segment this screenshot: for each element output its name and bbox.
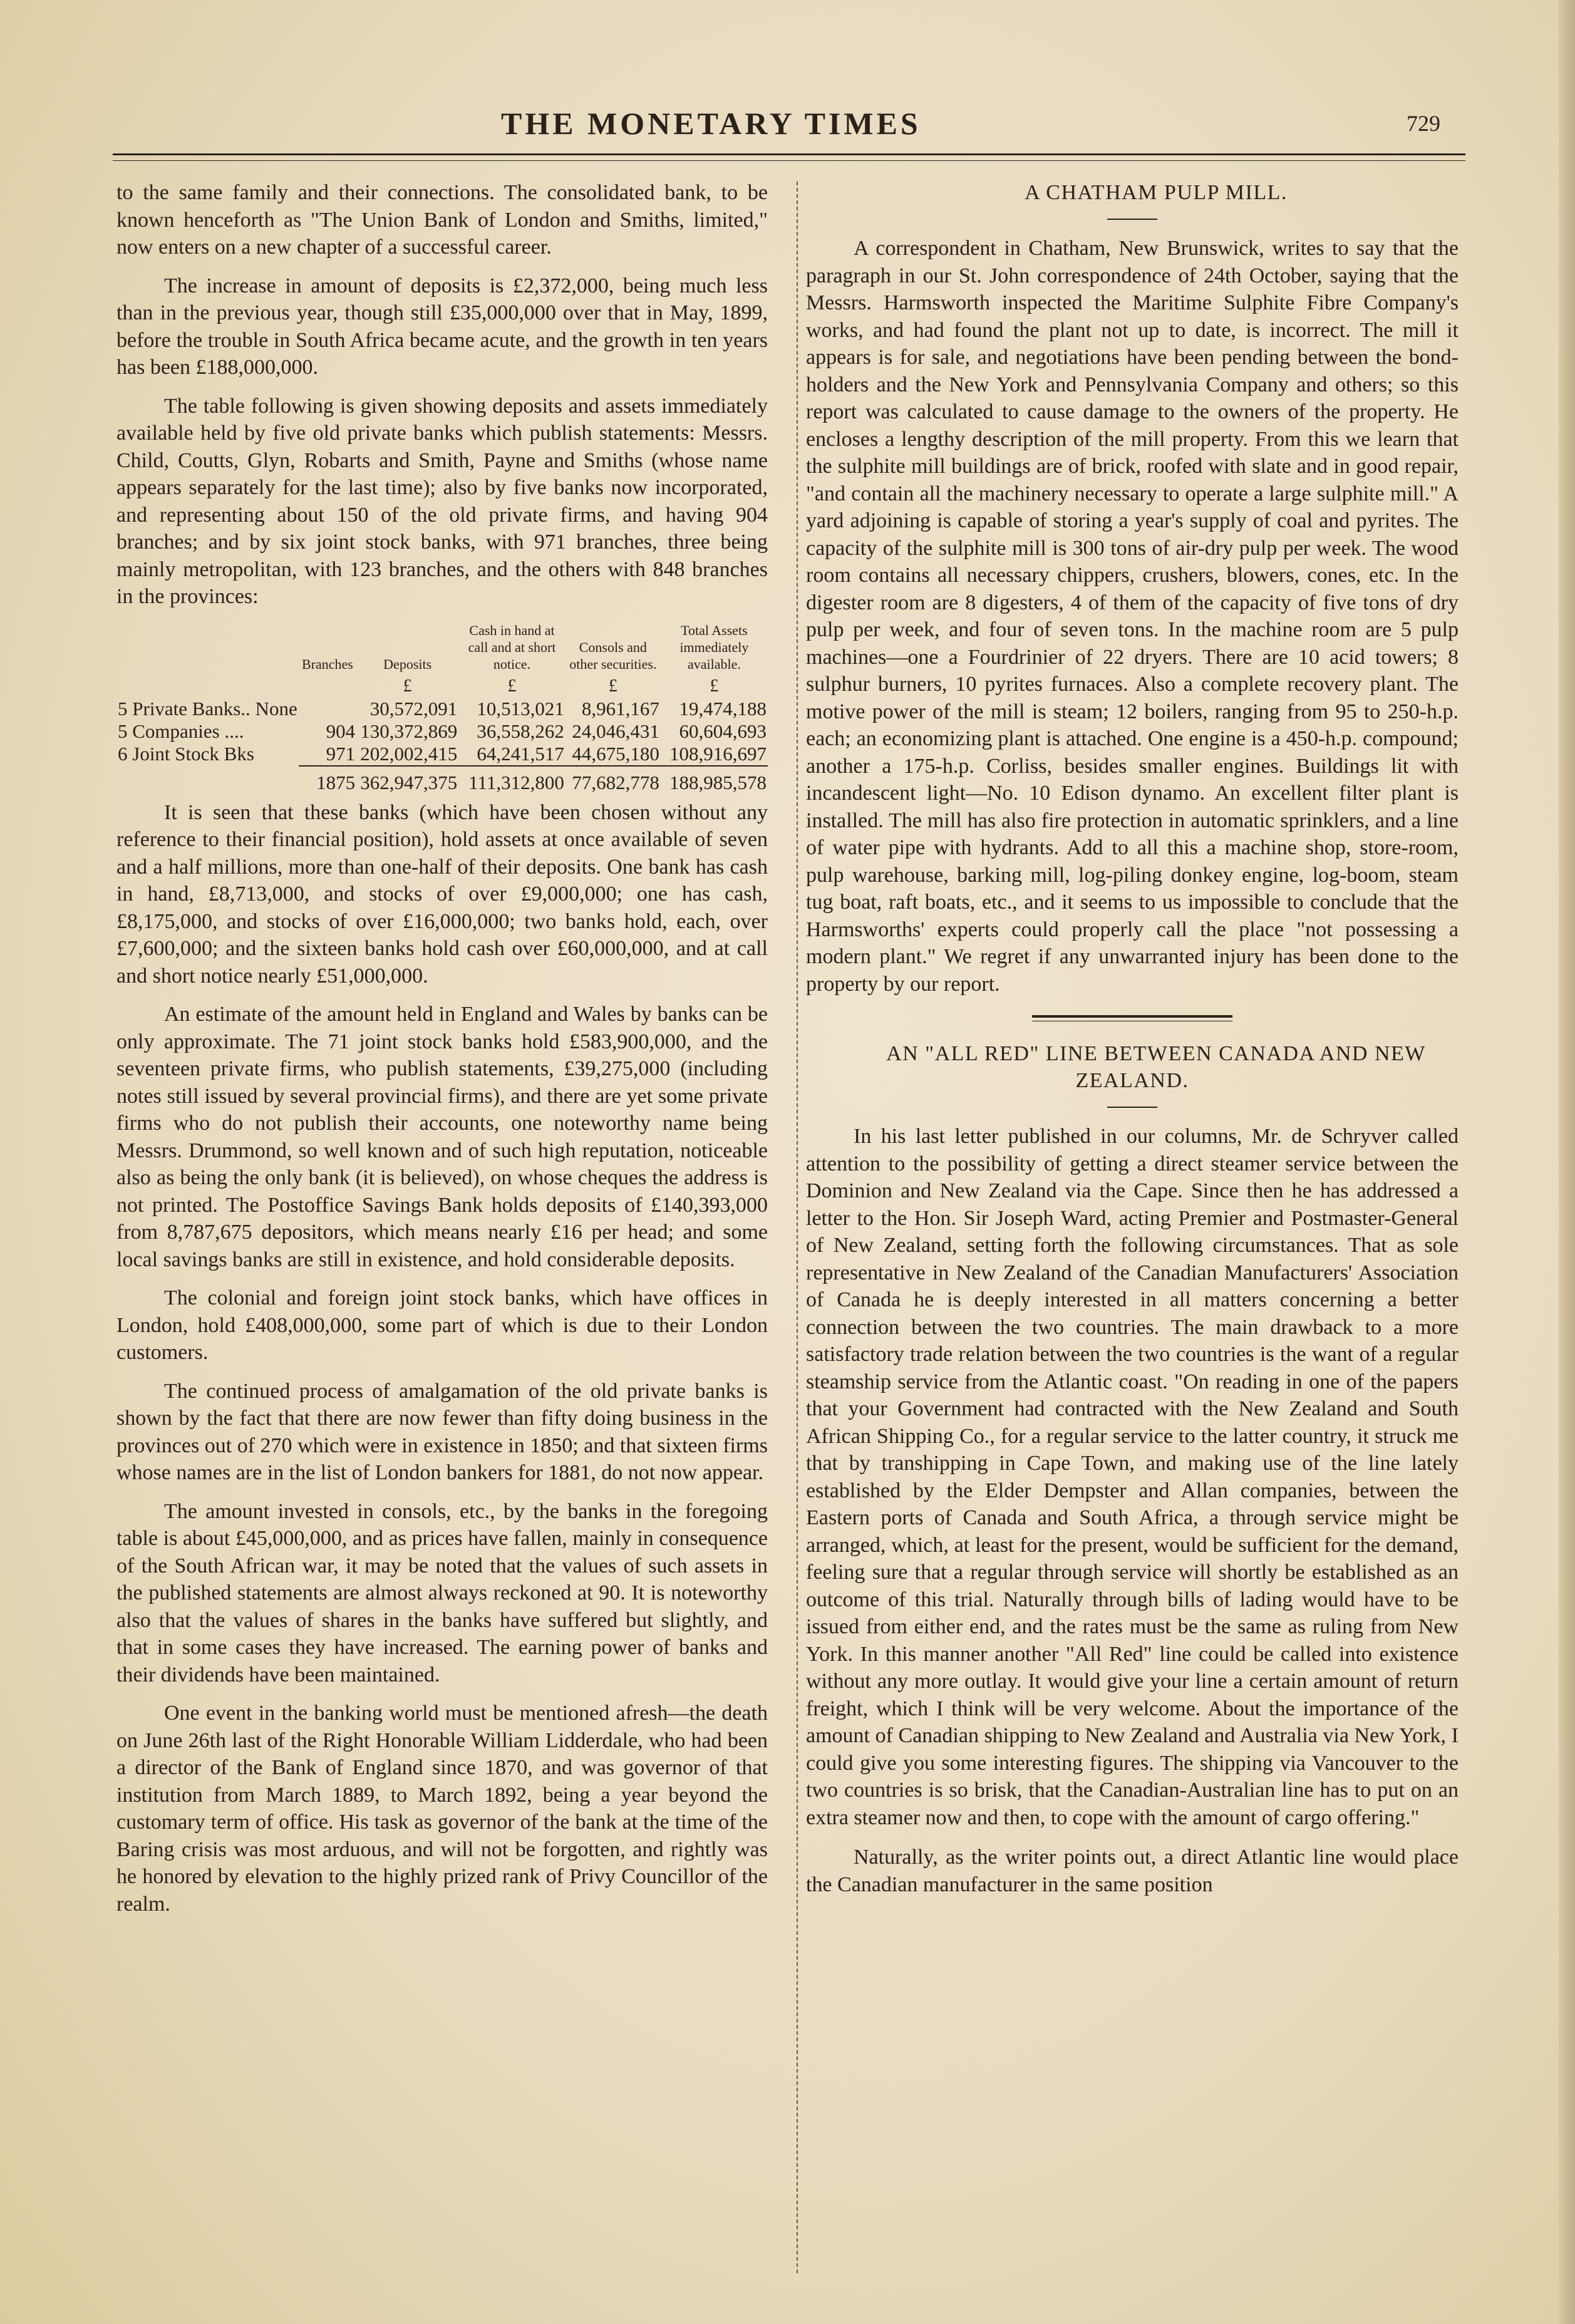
paragraph: One event in the banking world must be mentioned afresh—the death on June 26th last of the Right Honorable William Lidderdale, who had been a director of the Bank of England since 1870, and was governor of that institution from March 1889, to March 1892, being a year beyond the customary term of office. His task as governor of the bank at the time of the Baring crisis was most arduous, and will not be forgotten, and rightly was he honored by elevation to the highly prized rank of Privy Councillor of the realm. xyxy=(116,1702,768,1916)
table-header: Branches xyxy=(302,656,353,672)
table-units-row xyxy=(116,675,768,698)
table-cell: 64,241,517 xyxy=(477,742,564,765)
table-cell: 77,682,778 xyxy=(565,766,661,794)
table-cell: 30,572,091 xyxy=(369,697,458,720)
page-number: 729 xyxy=(1407,111,1440,136)
paragraph: Naturally, as the writer points out, a direct Atlantic line would place the Canadian manufacturer in the same position xyxy=(806,1846,1459,1896)
table-cell xyxy=(299,698,356,720)
paragraph: In his last letter published in our columns, Mr. de Schryver called attention to the possibility of getting a direct steamer service between the Dominion and New Zealand via the Cape. Since then he has addressed a letter to the Hon. Sir Joseph Ward, acting Premier and Postmaster-General of New Zealand, setting forth the following circumstances. That as sole representative in New Zealand of the Canadian Manufacturers' Association of Canada he is deeply interested in all matters concerning a better connection between the two countries. The main drawback to a more satisfactory trade relation between the two countries is the want of a regular steamship service from the Atlantic coast. "On reading in one of the papers that your Government had contracted with the New Zealand and South African Shipping Co., for a regular service to the latter country, it struck me that by transhipping in Cape Town, and making use of the line lately established by the Elder Dempster and Allan companies, between the Eastern ports of Canada and South Africa, a through service might be arranged, which, at least for the present, would be sufficient for the demand, feeling sure that a regular through service will shortly be established as an outcome of this trial. Naturally through bills of lading would have to be issued from either end, and the rates must be the same as ruling from New York. In this manner another "All Red" line could be called into existence without any more outlay. It would give your line a certain amount of return freight, which I think will be very welcome. About the importance of the amount of Canadian shipping to New Zealand and Australia via New York, I could give you some interesting figures. The shipping via Vancouver to the two countries is so brisk, that the Canadian-Australian line has to put on an extra steamer now and then, to cope with the amount of cargo offering." xyxy=(806,1125,1459,1829)
table-cell: 6 Joint Stock Bks xyxy=(118,743,254,765)
table-cell: 5 Companies .... xyxy=(118,720,244,742)
bank-deposits-table xyxy=(116,622,768,794)
right-column xyxy=(806,179,1459,1911)
table-header-row xyxy=(116,622,768,675)
table-cell: 904 xyxy=(326,720,356,742)
table-header xyxy=(116,622,299,675)
table-header: Cash in hand at call and at short notice. xyxy=(468,622,556,672)
table-cell: 971 xyxy=(326,742,356,765)
table-cell: 10,513,021 xyxy=(477,697,564,720)
table-cell: 1875 xyxy=(299,766,356,794)
page-edge xyxy=(1559,0,1575,2324)
table-cell: 362,947,375 xyxy=(356,766,458,794)
table-cell xyxy=(116,675,299,698)
table-cell: £ xyxy=(608,676,617,696)
left-column xyxy=(116,179,768,1929)
paragraph: The continued process of amalgamation of the old private banks is shown by the fact that there are now fewer than fifty doing business in the provinces out of 270 which were in existence in 1850; and that sixteen firms whose names are in the list of London bankers for 1881, do not now appear. xyxy=(116,1379,768,1484)
table-cell: £ xyxy=(710,676,719,696)
table-cell xyxy=(116,766,299,794)
table-row xyxy=(116,698,768,720)
paragraph: The colonial and foreign joint stock banks, which have offices in London, hold £408,000,000, some part of which is due to their London customers. xyxy=(116,1286,768,1364)
paragraph: A correspondent in Chatham, New Brunswick, writes to say that the paragraph in our St. John correspondence of 24th October, saying that the Messrs. Harmsworth inspected the Maritime Sulphite Fibre Company's works, and had found the plant not up to date, is incorrect. The mill it appears is for sale, and negotiations have been pending between the bond-holders and the New York and Pennsylvania Company and others; so this report was calculated to cause damage to the owners of the property. He encloses a lengthy description of the mill property. From this we learn that the sulphite mill buildings are of brick, roofed with slate and in good repair, "and contain all the machinery necessary to operate a large sulphite mill." A yard adjoining is capable of storing a year's supply of coal and pyrites. The capacity of the sulphite mill is 300 tons of air-dry pulp per week. The wood room contains all necessary chippers, crushers, blowers, cones, etc. In the digester room are 8 digesters, 4 of them of the capacity of five tons of dry pulp per week, and four of seven tons. In the machine room are 5 pulp machines—one a Fourdrinier of 22 dryers. There are 10 acid towers; 8 sulphur burners, 10 pyrites furnaces. Also a complete recovery plant. The motive power of the mill is steam; 12 boilers, ranging from 95 to 250-h.p. each; an economizing plant is attached. One engine is a 450-h.p. compound; another a 175-h.p. Corliss, besides smaller engines. Buildings lit with incandescent light—No. 10 Edison dynamo. An excellent filter plant is installed. The mill has also fire protection in automatic sprinklers, and a line of water pipe with hydrants. Add to all this a machine shop, store-room, pulp warehouse, barking mill, log-piling donkey engine, log-boom, steam tug boat, raft boats, etc., and it seems to us impossible to conclude that the Harmsworths' experts could properly call the place "not possessing a modern plant." We regret if any unwarranted injury has been done to the property by our report. xyxy=(806,237,1459,996)
table-cell: 8,961,167 xyxy=(581,697,659,720)
table-cell: 60,604,693 xyxy=(679,720,767,742)
headline-rule xyxy=(1107,1107,1157,1108)
table-cell: 130,372,869 xyxy=(360,720,458,742)
table-row xyxy=(116,720,768,743)
table-cell: 111,312,800 xyxy=(458,766,565,794)
table-cell: 5 Private Banks.. None xyxy=(118,697,297,720)
table-cell: 108,916,697 xyxy=(669,742,767,765)
table-header: Deposits xyxy=(383,656,432,672)
section-separator xyxy=(1032,1015,1232,1021)
table-cell: 202,002,415 xyxy=(360,742,458,765)
table-cell: 24,046,431 xyxy=(572,720,659,742)
paragraph: The increase in amount of deposits is £2,372,000, being much less than in the previous year, though still £35,000,000 over that in May, 1899, before the trouble in South Africa became acute, and the growth in ten years has been £188,000,000. xyxy=(116,274,768,379)
header-rule-thin xyxy=(113,160,1465,161)
table-cell: 36,558,262 xyxy=(477,720,564,742)
article-headline: AN "ALL RED" LINE BETWEEN CANADA AND NEW ZEALAND. xyxy=(886,1042,1426,1092)
table-cell xyxy=(299,675,356,698)
headline-rule xyxy=(1107,219,1157,220)
masthead xyxy=(113,105,1465,143)
table-cell: £ xyxy=(403,676,412,696)
paragraph: An estimate of the amount held in England and Wales by banks can be only approximate. The 71 joint stock banks hold £583,900,000, and the seventeen private firms, who publish statements, £39,275,000 (including notes still issued by several provincial firms), and there are yet some private firms who do not publish their accounts, one noteworthy name being Messrs. Drummond, so well known and of such high reputation, noticeable also as being the only bank (it is believed), on whose cheques the address is not printed. The Postoffice Savings Bank holds deposits of £140,393,000 from 8,787,675 depositors, which means nearly £16 per head; and some local savings banks are still in existence, and hold considerable deposits. xyxy=(116,1003,768,1271)
table-total-row xyxy=(116,766,768,794)
article-headline: A CHATHAM PULP MILL. xyxy=(1025,181,1288,204)
table-cell: £ xyxy=(507,676,517,696)
table-cell: 44,675,180 xyxy=(572,742,659,765)
table-cell: 19,474,188 xyxy=(679,697,767,720)
masthead-title: THE MONETARY TIMES xyxy=(501,106,921,141)
table-header: Total Assets immediately available. xyxy=(679,622,749,672)
table-header: Consols and other securities. xyxy=(569,639,657,672)
header-rule xyxy=(113,153,1465,155)
column-divider xyxy=(797,182,798,2273)
paragraph: The table following is given showing deposits and assets immediately available held by five old private banks which publish statements: Messrs. Child, Coutts, Glyn, Robarts and Smith, Payne and Smiths (whose name appears separately for the last time); also by five banks now incorporated, and representing about 150 of the old private firms, and having 904 branches; and by six joint stock banks, with 971 branches, three being mainly metropolitan, with 123 branches, and the others with 848 branches in the provinces: xyxy=(116,394,768,608)
paragraph: It is seen that these banks (which have been chosen without any reference to their financial position), hold assets at once available of seven and a half millions, more than one-half of their deposits. One bank has cash in hand, £8,713,000, and stocks of over £9,000,000; one has cash, £8,175,000, and stocks of over £16,000,000; two banks hold, each, over £7,600,000; and the sixteen banks hold cash over £60,000,000, and at call and short notice nearly £51,000,000. xyxy=(116,800,768,988)
table-cell: 188,985,578 xyxy=(661,766,768,794)
table-row xyxy=(116,743,768,766)
paragraph: to the same family and their connections. The consolidated bank, to be known henceforth as "The Union Bank of London and Smiths, limited," now enters on a new chapter of a successful career. xyxy=(116,181,768,259)
paragraph: The amount invested in consols, etc., by the banks in the foregoing table is about £45,000,000, and as prices have fallen, mainly in consequence of the South African war, it may be noted that the values of such assets in the published statements are almost always reckoned at 90. It is noteworthy also that the values of shares in the banks have suffered but slightly, and that in some cases they have increased. The earning power of banks and their dividends have been maintained. xyxy=(116,1499,768,1686)
